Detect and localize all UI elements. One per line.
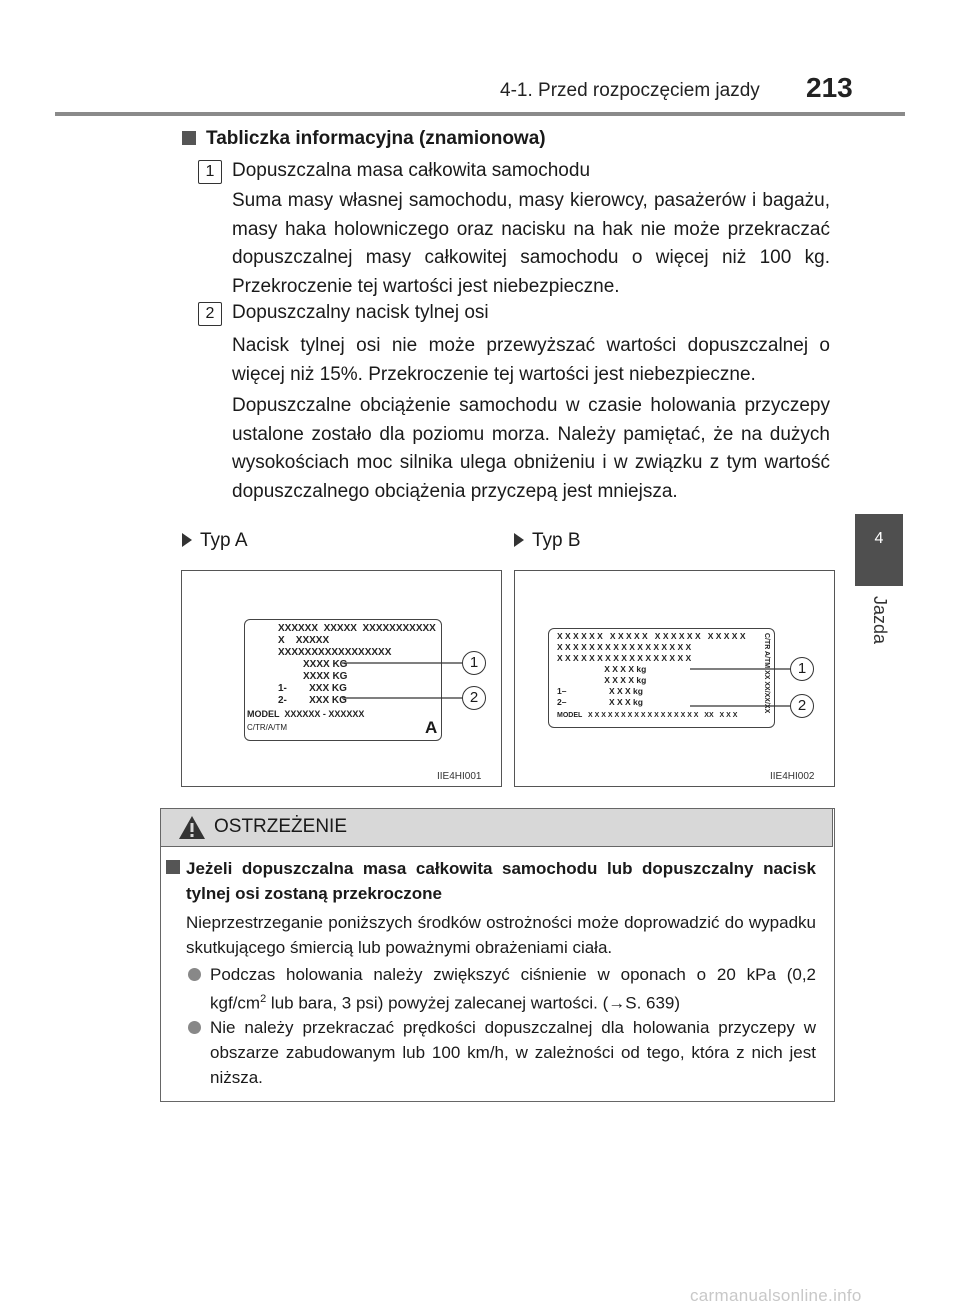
figure-a [181,570,502,787]
callout-1-icon: 1 [462,651,486,675]
callout-2-icon: 2 [790,694,814,718]
plate-b-line-1: X X X X X X X X X X X X X X X X X X X X X X [557,631,746,641]
item-2-heading-text: Dopuszczalny nacisk tylnej osi [232,302,489,323]
chapter-tab-number: 4 [874,530,884,547]
plate-b-line-2: X X X X X X X X X X X X X X X X X [557,642,692,652]
item-2-heading [198,302,489,326]
triangle-pointer-icon [514,533,524,547]
figure-b-callout-lines [515,571,834,786]
figure-b-label-text: Typ B [532,530,581,551]
figure-a-callout-lines [182,571,501,786]
callout-1-icon: 1 [790,657,814,681]
arrow-right-icon: → [608,993,626,1013]
warning-bullet-1 [210,962,816,1016]
figure-a-label [182,530,248,552]
figure-b-label [514,530,581,552]
section-heading [182,128,546,150]
warning-intro: Nieprzestrzeganie poniższych środków ostrożności może doprowadzić do wypadku skutkującego śmiercią lub poważnymi obrażeniami ciała. [186,913,816,957]
plate-b-side-text: C/TR A/TM XX XX/XX/XX [763,633,770,714]
plate-b-line-4: X X X X kg [557,664,647,674]
plate-b-line-6: 1– X X X kg [557,686,643,696]
figure-b [514,570,835,787]
plate-b-line-3: X X X X X X X X X X X X X X X X X [557,653,692,663]
chapter-tab [855,514,903,586]
plate-a-line-2: X XXXXX [278,635,330,646]
page-number: 213 [806,72,853,103]
item-1-paragraph: Suma masy własnej samochodu, masy kierowcy, pasażerów i bagażu, masy haka holowniczego oraz nacisku na hak nie może przekraczać dopuszczalnej masy całkowitej samochodu o więcej niż 100 kg. Przekroczenie tej wartości jest niebezpieczne. [232,190,830,297]
chapter-tab-label: Jazda [870,596,890,645]
plate-b-line-8: MODEL X X X X X X X X X X X X X X X X X XX X X X [557,712,738,719]
plate-a-line-8: MODEL XXXXXX - XXXXXX [247,709,365,719]
number-1-icon: 1 [198,160,222,184]
item-1-heading-text: Dopuszczalna masa całkowita samochodu [232,160,591,181]
number-2-icon: 2 [198,302,222,326]
bullet-dot-icon [188,968,201,981]
figure-b-code: IIE4HI002 [770,771,815,782]
warning-bullet-2: Nie należy przekraczać prędkości dopuszczalnej dla holowania przyczepy w obszarze zabudowanym lub 100 km/h, w zależności od tego, która z nich jest niższa. [210,1018,816,1087]
plate-b-line-7: 2– X X X kg [557,697,643,707]
item-1-heading [198,160,590,184]
plate-a-line-3: XXXXXXXXXXXXXXXXX [278,647,392,658]
plate-a-line-4: XXXX KG [278,659,348,670]
bullet-1-superscript: 2 [260,993,267,1005]
plate-a-line-9: C/TR/A/TM [247,723,287,732]
bullet-1-text-a: Podczas holowania należy zwiększyć ciśnienie w oponach o 20 kPa (0,2 kgf/cm [210,965,816,1013]
figure-a-label-text: Typ A [200,530,248,551]
header-divider [55,112,905,116]
callout-2-icon: 2 [462,686,486,710]
item-2-paragraph-2: Dopuszczalne obciążenie samochodu w czasie holowania przyczepy ustalone zostało dla poziomu morza. Należy pamiętać, że na dużych wysokościach moc silnika ulega obniżeniu i w związku z tym wartość dopuszczalnego obciążenia przyczepą jest mniejsza. [232,395,830,502]
warning-triangle-icon [178,815,206,840]
warning-heading: Jeżeli dopuszczalna masa całkowita samochodu lub dopuszczalny nacisk tylnej osi zostaną przekroczone [186,859,816,903]
item-2-paragraph-1: Nacisk tylnej osi nie może przewyższać wartości dopuszczalnej o więcej niż 15%. Przekroczenie tej wartości jest niebezpieczne. [232,335,830,385]
section-heading-text: Tabliczka informacyjna (znamionowa) [206,128,546,149]
plate-a-line-7: 2- XXX KG [278,695,347,706]
plate-a-line-5: XXXX KG [278,671,348,682]
plate-b-line-5: X X X X kg [557,675,647,685]
triangle-pointer-icon [182,533,192,547]
square-bullet-icon [182,131,196,145]
header-section-title: 4-1. Przed rozpoczęciem jazdy [500,80,760,101]
watermark: carmanualsonline.info [690,1286,862,1305]
bullet-1-text-b: lub bara, 3 psi) powyżej zalecanej wartości. ( [266,993,609,1013]
page-reference-link[interactable]: S. 639) [625,993,681,1013]
warning-title: OSTRZEŻENIE [214,816,348,837]
figure-a-code: IIE4HI001 [437,771,482,782]
plate-a-mark: A [425,718,438,737]
plate-a-line-6: 1- XXX KG [278,683,347,694]
plate-a-line-1: XXXXXX XXXXX XXXXXXXXXXX [278,623,436,634]
bullet-dot-icon [188,1021,201,1034]
